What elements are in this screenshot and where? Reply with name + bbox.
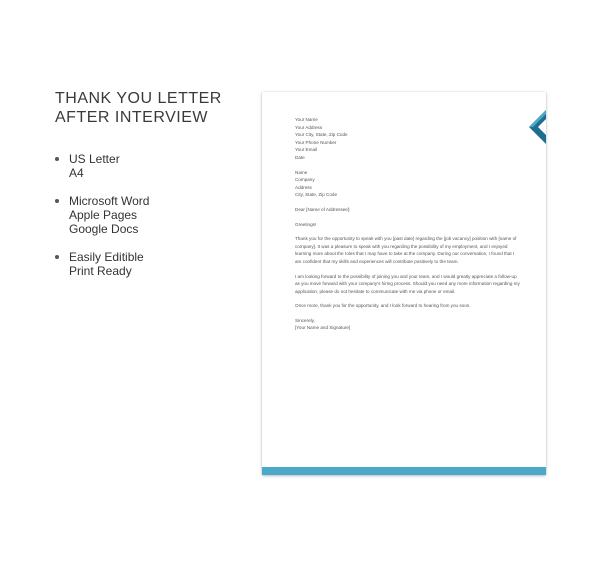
letter-preview (262, 92, 546, 475)
sender-date: Date (295, 154, 305, 160)
sender-email: Your Email (295, 147, 318, 153)
feature-item: A4 (69, 166, 84, 180)
bullet-icon (55, 255, 59, 259)
sender-phone: Your Phone Number (295, 139, 337, 145)
sender-name: Your Name (295, 117, 318, 122)
recipient-company: Company (295, 177, 315, 183)
sender-block (295, 116, 520, 162)
footer-accent-bar (262, 467, 546, 475)
paragraph-3: Once more, thank you for the opportunity, and I look forward to hearing from you soon. (295, 303, 471, 309)
feature-item: Google Docs (69, 222, 139, 236)
page-title (55, 89, 222, 127)
closing: Sincerely, (295, 317, 315, 323)
paragraph-2: I am looking forward to the possibility of joining you and your team, and I would greatly appreciate a follow-up as you move forward with your company's hiring process. Should you need any more information regarding my application, please do not hesitate to communicate with me via phone or email. (295, 273, 520, 294)
feature-group-properties (55, 250, 149, 278)
page-title-line-2: AFTER INTERVIEW (55, 109, 208, 126)
signature: [Your Name and Signature] (295, 325, 351, 331)
feature-item: Apple Pages (69, 208, 138, 222)
feature-item: Print Ready (69, 264, 132, 278)
bullet-icon (55, 157, 59, 161)
sender-city: Your City, State, Zip Code (295, 132, 348, 138)
sender-address: Your Address (295, 124, 323, 130)
paragraph-1: Thank you for the opportunity to speak with you [past date] regarding the [job vacancy] position with [name of company]. It was a pleasure to speak with you regarding the possibility of my employment, and I enjoyed learning more about the roles that I may have to take at the company. During our conversation, I found that I am confident that my skills and experiences will contribute positively to the team. (295, 236, 517, 264)
chevron-arrow-logo-icon (518, 110, 546, 144)
recipient-name: Name (295, 169, 308, 175)
feature-item: Microsoft Word (69, 194, 150, 208)
salutation: Dear [Name of Addressee]: (295, 206, 351, 212)
feature-group-formats (55, 194, 149, 236)
feature-item: US Letter (69, 152, 120, 166)
bullet-icon (55, 199, 59, 203)
recipient-city: City, State, Zip Code (295, 192, 338, 198)
page-title-line-1: THANK YOU LETTER (55, 90, 222, 107)
feature-item: Easily Editible (69, 250, 144, 264)
recipient-address: Address (295, 184, 312, 190)
feature-list (55, 152, 149, 292)
recipient-block (295, 169, 520, 199)
letter-body (295, 116, 520, 332)
greeting: Greetings! (295, 221, 317, 227)
feature-group-sizes (55, 152, 149, 180)
